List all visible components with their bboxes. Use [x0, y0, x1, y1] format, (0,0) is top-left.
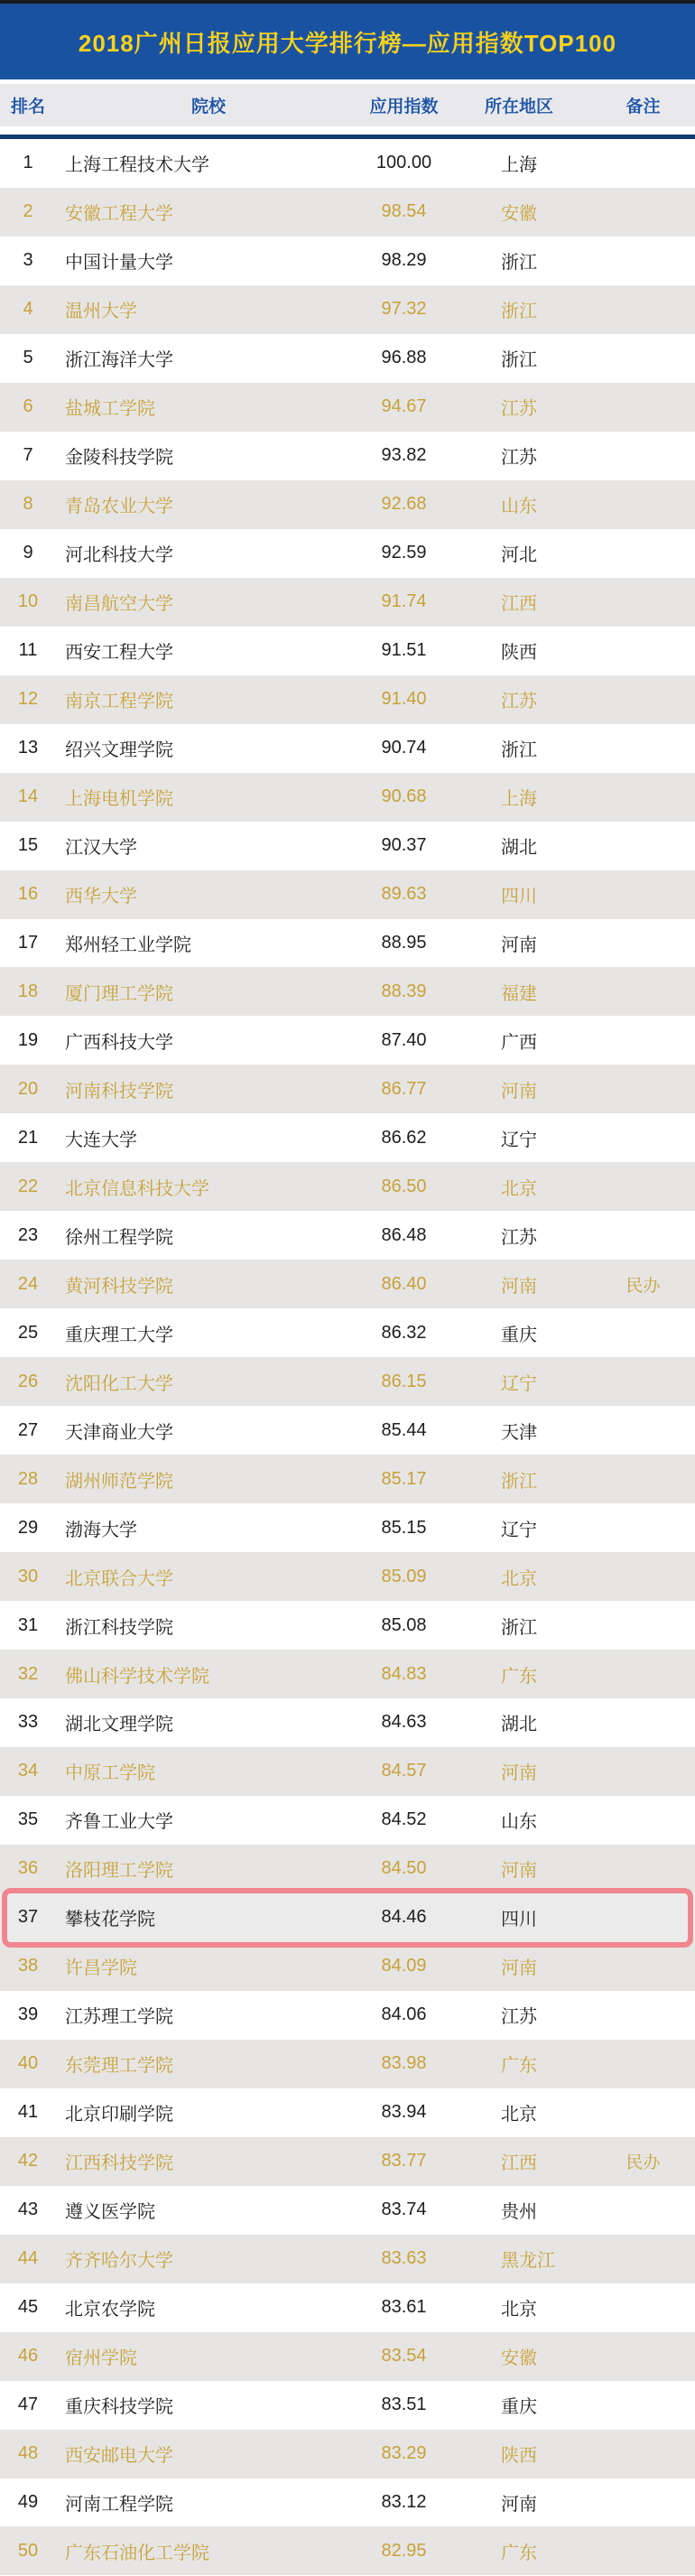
table-row: [0, 2186, 695, 2235]
cell-index: 85.08: [381, 1614, 427, 1635]
cell-rank: 40: [17, 2053, 39, 2074]
title-banner: [0, 4, 695, 79]
cell-rank: 14: [17, 786, 39, 807]
cell-school: 南昌航空大学: [65, 594, 173, 615]
table-row: [0, 2283, 695, 2332]
cell-region: 福建: [501, 983, 537, 1004]
cell-rank: 2: [23, 201, 33, 222]
cell-index: 83.98: [381, 2053, 427, 2074]
cell-region: 辽宁: [501, 1520, 537, 1540]
column-header-index: 应用指数: [369, 98, 439, 116]
cell-region: 江西: [501, 2153, 537, 2174]
cell-school: 江汉大学: [65, 838, 137, 859]
cell-region: 河南: [501, 1861, 537, 1882]
cell-region: 湖北: [501, 1715, 537, 1735]
cell-index: 91.74: [381, 591, 427, 612]
cell-school: 北京信息科技大学: [65, 1178, 209, 1199]
table-row: [0, 1455, 695, 1503]
cell-school: 上海工程技术大学: [65, 155, 209, 176]
cell-region: 广西: [501, 1032, 537, 1053]
table-row: [0, 1308, 695, 1357]
table-row: [0, 773, 695, 822]
table-row: [0, 1893, 695, 1942]
cell-index: 84.57: [381, 1761, 427, 1781]
cell-school: 河北科技大学: [65, 545, 173, 566]
table-row: [0, 1211, 695, 1260]
cell-rank: 50: [17, 2540, 39, 2561]
cell-rank: 45: [17, 2297, 39, 2318]
cell-rank: 28: [17, 1468, 39, 1489]
cell-school: 温州大学: [65, 302, 137, 322]
cell-index: 84.09: [381, 1956, 427, 1976]
cell-rank: 20: [17, 1078, 39, 1099]
cell-school: 重庆理工大学: [65, 1325, 173, 1345]
cell-school: 中国计量大学: [65, 253, 173, 274]
cell-index: 86.50: [381, 1176, 427, 1196]
cell-rank: 16: [17, 884, 39, 905]
cell-region: 贵州: [501, 2202, 537, 2223]
cell-rank: 11: [18, 640, 38, 661]
cell-index: 85.17: [381, 1468, 427, 1489]
cell-index: 84.63: [381, 1712, 427, 1733]
cell-region: 浙江: [501, 740, 537, 761]
cell-region: 江苏: [501, 692, 537, 712]
cell-region: 河南: [501, 2494, 537, 2515]
cell-rank: 9: [23, 543, 33, 563]
cell-rank: 34: [17, 1761, 39, 1781]
cell-index: 92.59: [381, 543, 427, 563]
table-row: [0, 188, 695, 237]
table-row: [0, 2235, 695, 2283]
table-row: [0, 2137, 695, 2186]
cell-rank: 31: [17, 1614, 39, 1635]
cell-school: 沈阳化工大学: [65, 1373, 173, 1394]
table-row: [0, 1406, 695, 1455]
cell-school: 郑州轻工业学院: [65, 935, 191, 955]
cell-rank: 27: [17, 1419, 39, 1440]
cell-region: 山东: [501, 497, 537, 517]
cell-school: 青岛农业大学: [65, 497, 173, 517]
table-row: [0, 285, 695, 334]
cell-school: 厦门理工学院: [65, 983, 173, 1004]
cell-school: 西华大学: [65, 887, 137, 907]
cell-school: 大连大学: [65, 1130, 137, 1150]
table-row: [0, 724, 695, 773]
table-row: [0, 237, 695, 285]
table-row: [0, 967, 695, 1016]
cell-region: 上海: [501, 155, 537, 176]
cell-index: 91.40: [381, 689, 427, 710]
table-row: [0, 1601, 695, 1650]
cell-school: 东莞理工学院: [65, 2056, 173, 2077]
cell-region: 广东: [501, 1666, 537, 1687]
cell-rank: 15: [17, 835, 39, 856]
table-row: [0, 675, 695, 724]
cell-rank: 25: [17, 1322, 39, 1343]
cell-region: 山东: [501, 1812, 537, 1833]
table-row: [0, 627, 695, 675]
cell-school: 齐齐哈尔大学: [65, 2251, 173, 2272]
cell-school: 江西科技学院: [65, 2153, 173, 2174]
cell-school: 金陵科技学院: [65, 448, 173, 469]
cell-school: 北京印刷学院: [65, 2105, 173, 2125]
cell-region: 河南: [501, 1081, 537, 1102]
cell-index: 83.77: [381, 2151, 427, 2171]
cell-index: 86.15: [381, 1371, 427, 1391]
cell-region: 江苏: [501, 448, 537, 469]
cell-school: 绍兴文理学院: [65, 740, 173, 761]
table-row: [0, 822, 695, 870]
cell-index: 87.40: [381, 1029, 427, 1050]
column-header-rank: 排名: [10, 98, 45, 116]
cell-rank: 29: [17, 1517, 39, 1538]
table-row: [0, 1260, 695, 1308]
cell-school: 西安工程大学: [65, 643, 173, 664]
cell-school: 安徽工程大学: [65, 204, 173, 225]
cell-rank: 12: [17, 689, 39, 710]
cell-index: 90.68: [381, 786, 427, 807]
cell-school: 徐州工程学院: [65, 1227, 173, 1248]
table-row: [0, 870, 695, 919]
cell-rank: 47: [17, 2395, 39, 2415]
cell-region: 陕西: [501, 2446, 537, 2467]
cell-rank: 5: [23, 348, 33, 368]
cell-rank: 35: [17, 1809, 39, 1830]
table-row: [0, 432, 695, 480]
cell-region: 浙江: [501, 350, 537, 371]
cell-school: 重庆科技学院: [65, 2397, 173, 2418]
table-row: [0, 1650, 695, 1698]
cell-index: 93.82: [381, 445, 427, 466]
table-row: [0, 1845, 695, 1893]
cell-region: 河南: [501, 1763, 537, 1784]
cell-index: 83.63: [381, 2248, 427, 2269]
table-row: [0, 383, 695, 432]
cell-school: 佛山科学技术学院: [65, 1666, 209, 1687]
cell-index: 89.63: [381, 884, 427, 905]
table-row: [0, 480, 695, 529]
cell-index: 90.37: [381, 835, 427, 856]
cell-index: 83.61: [381, 2297, 427, 2318]
cell-index: 83.74: [381, 2199, 427, 2220]
table-row: [0, 1357, 695, 1406]
table-row: [0, 139, 695, 188]
table-row: [0, 1698, 695, 1747]
cell-school: 北京联合大学: [65, 1568, 173, 1589]
cell-index: 98.29: [381, 250, 427, 271]
table-row: [0, 1747, 695, 1796]
cell-rank: 4: [23, 299, 33, 320]
cell-region: 江苏: [501, 1227, 537, 1248]
cell-region: 广东: [501, 2543, 537, 2563]
cell-rank: 26: [17, 1371, 39, 1391]
cell-rank: 6: [23, 396, 33, 417]
table-row: [0, 919, 695, 968]
cell-school: 齐鲁工业大学: [65, 1812, 173, 1833]
cell-rank: 19: [17, 1029, 39, 1050]
cell-school: 江苏理工学院: [65, 2007, 173, 2028]
cell-region: 浙江: [501, 302, 537, 322]
cell-index: 85.44: [381, 1419, 427, 1440]
cell-region: 北京: [501, 1568, 537, 1589]
table-body: [0, 139, 695, 2575]
column-header-note: 备注: [626, 98, 661, 116]
table-row: [0, 1016, 695, 1065]
cell-region: 北京: [501, 2105, 537, 2125]
cell-rank: 33: [17, 1712, 39, 1733]
cell-school: 湖州师范学院: [65, 1471, 173, 1492]
cell-rank: 36: [17, 1858, 39, 1879]
column-header-school: 院校: [190, 98, 226, 116]
cell-school: 盐城工学院: [65, 399, 155, 420]
cell-index: 86.77: [381, 1078, 427, 1099]
table-row: [0, 334, 695, 383]
cell-index: 85.09: [381, 1566, 427, 1586]
table-row: [0, 2430, 695, 2478]
cell-region: 上海: [501, 789, 537, 810]
cell-rank: 30: [17, 1566, 39, 1586]
cell-region: 河南: [501, 1958, 537, 1979]
cell-region: 辽宁: [501, 1373, 537, 1394]
cell-school: 攀枝花学院: [65, 1910, 155, 1930]
cell-index: 84.50: [381, 1858, 427, 1879]
table-row: [0, 1796, 695, 1845]
table-row: [0, 1942, 695, 1991]
cell-rank: 8: [23, 494, 33, 515]
cell-rank: 48: [17, 2443, 39, 2464]
cell-school: 许昌学院: [65, 1958, 137, 1979]
cell-index: 86.40: [381, 1273, 427, 1294]
cell-rank: 32: [17, 1663, 39, 1684]
cell-index: 96.88: [381, 348, 427, 368]
cell-rank: 37: [17, 1907, 39, 1928]
cell-region: 河南: [501, 935, 537, 955]
cell-rank: 10: [17, 591, 39, 612]
cell-region: 广东: [501, 2056, 537, 2077]
cell-region: 湖北: [501, 838, 537, 859]
cell-rank: 17: [17, 932, 39, 953]
table-row: [0, 2478, 695, 2527]
cell-region: 河北: [501, 545, 537, 566]
cell-index: 92.68: [381, 494, 427, 515]
cell-region: 北京: [501, 1178, 537, 1199]
table-row: [0, 2332, 695, 2381]
cell-region: 安徽: [501, 2348, 537, 2369]
cell-school: 河南工程学院: [65, 2494, 173, 2515]
cell-note: 民办: [626, 1276, 661, 1296]
cell-rank: 13: [17, 738, 39, 758]
cell-rank: 21: [17, 1127, 39, 1148]
page-title: 2018广州日报应用大学排行榜—应用指数TOP100: [78, 29, 617, 57]
cell-region: 黑龙江: [501, 2251, 555, 2272]
table-row: [0, 529, 695, 578]
table-row: [0, 2040, 695, 2088]
cell-index: 84.46: [381, 1907, 427, 1928]
cell-school: 黄河科技学院: [65, 1276, 173, 1297]
cell-region: 重庆: [501, 1325, 537, 1345]
cell-school: 南京工程学院: [65, 692, 173, 712]
cell-index: 83.94: [381, 2102, 427, 2123]
table-row: [0, 2381, 695, 2430]
cell-index: 86.32: [381, 1322, 427, 1343]
table-row: [0, 1162, 695, 1211]
cell-rank: 46: [17, 2346, 39, 2367]
table-row: [0, 1552, 695, 1601]
cell-school: 西安邮电大学: [65, 2446, 173, 2467]
cell-school: 浙江科技学院: [65, 1617, 173, 1638]
cell-rank: 18: [17, 981, 39, 1001]
cell-index: 88.95: [381, 932, 427, 953]
cell-index: 86.48: [381, 1224, 427, 1245]
table-row: [0, 1991, 695, 2040]
cell-rank: 24: [17, 1273, 39, 1294]
cell-region: 四川: [501, 1910, 537, 1930]
cell-school: 遵义医学院: [65, 2202, 155, 2223]
cell-region: 辽宁: [501, 1130, 537, 1150]
cell-region: 浙江: [501, 1617, 537, 1638]
cell-index: 94.67: [381, 396, 427, 417]
cell-index: 98.54: [381, 201, 427, 222]
cell-index: 84.06: [381, 2004, 427, 2025]
cell-index: 83.54: [381, 2346, 427, 2367]
cell-school: 广西科技大学: [65, 1032, 173, 1053]
cell-rank: 43: [17, 2199, 39, 2220]
cell-rank: 38: [17, 1956, 39, 1976]
cell-index: 90.74: [381, 738, 427, 758]
cell-school: 湖北文理学院: [65, 1715, 173, 1735]
cell-index: 83.29: [381, 2443, 427, 2464]
cell-region: 江苏: [501, 2007, 537, 2028]
cell-rank: 23: [17, 1224, 39, 1245]
cell-index: 83.51: [381, 2395, 427, 2415]
cell-index: 86.62: [381, 1127, 427, 1148]
cell-region: 浙江: [501, 1471, 537, 1492]
cell-rank: 7: [23, 445, 33, 466]
cell-rank: 49: [17, 2491, 39, 2512]
cell-index: 84.52: [381, 1809, 427, 1830]
cell-region: 陕西: [501, 643, 537, 664]
cell-school: 天津商业大学: [65, 1422, 173, 1443]
cell-region: 北京: [501, 2300, 537, 2320]
cell-rank: 42: [17, 2151, 39, 2171]
cell-school: 北京农学院: [65, 2300, 155, 2320]
column-header-region: 所在地区: [484, 98, 553, 116]
cell-index: 84.83: [381, 1663, 427, 1684]
cell-index: 88.39: [381, 981, 427, 1001]
cell-index: 100.00: [375, 153, 432, 173]
cell-region: 河南: [501, 1276, 537, 1297]
cell-school: 渤海大学: [65, 1520, 137, 1540]
cell-region: 江苏: [501, 399, 537, 420]
cell-school: 河南科技学院: [65, 1081, 173, 1102]
cell-rank: 44: [17, 2248, 39, 2269]
cell-region: 浙江: [501, 253, 537, 274]
cell-school: 浙江海洋大学: [65, 350, 173, 371]
table-row: [0, 2088, 695, 2137]
cell-index: 83.12: [381, 2491, 427, 2512]
cell-region: 安徽: [501, 204, 537, 225]
cell-rank: 39: [17, 2004, 39, 2025]
table-row: [0, 1113, 695, 1162]
cell-school: 宿州学院: [65, 2348, 137, 2369]
cell-region: 四川: [501, 887, 537, 907]
cell-index: 91.51: [381, 640, 427, 661]
cell-index: 85.15: [381, 1517, 427, 1538]
table-header: [0, 84, 695, 126]
cell-rank: 1: [23, 153, 33, 173]
cell-region: 江西: [501, 594, 537, 615]
table-row: [0, 1503, 695, 1552]
cell-school: 上海电机学院: [65, 789, 173, 810]
cell-index: 97.32: [381, 299, 427, 320]
cell-note: 民办: [626, 2153, 661, 2173]
cell-region: 重庆: [501, 2397, 537, 2418]
table-row: [0, 2526, 695, 2575]
cell-school: 广东石油化工学院: [65, 2543, 209, 2563]
cell-rank: 22: [17, 1176, 39, 1196]
cell-rank: 41: [17, 2102, 39, 2123]
cell-region: 天津: [501, 1422, 537, 1443]
cell-school: 洛阳理工学院: [65, 1861, 173, 1882]
cell-school: 中原工学院: [65, 1763, 155, 1784]
table-row: [0, 1065, 695, 1113]
cell-rank: 3: [23, 250, 33, 271]
table-row: [0, 578, 695, 627]
cell-index: 82.95: [381, 2540, 427, 2561]
